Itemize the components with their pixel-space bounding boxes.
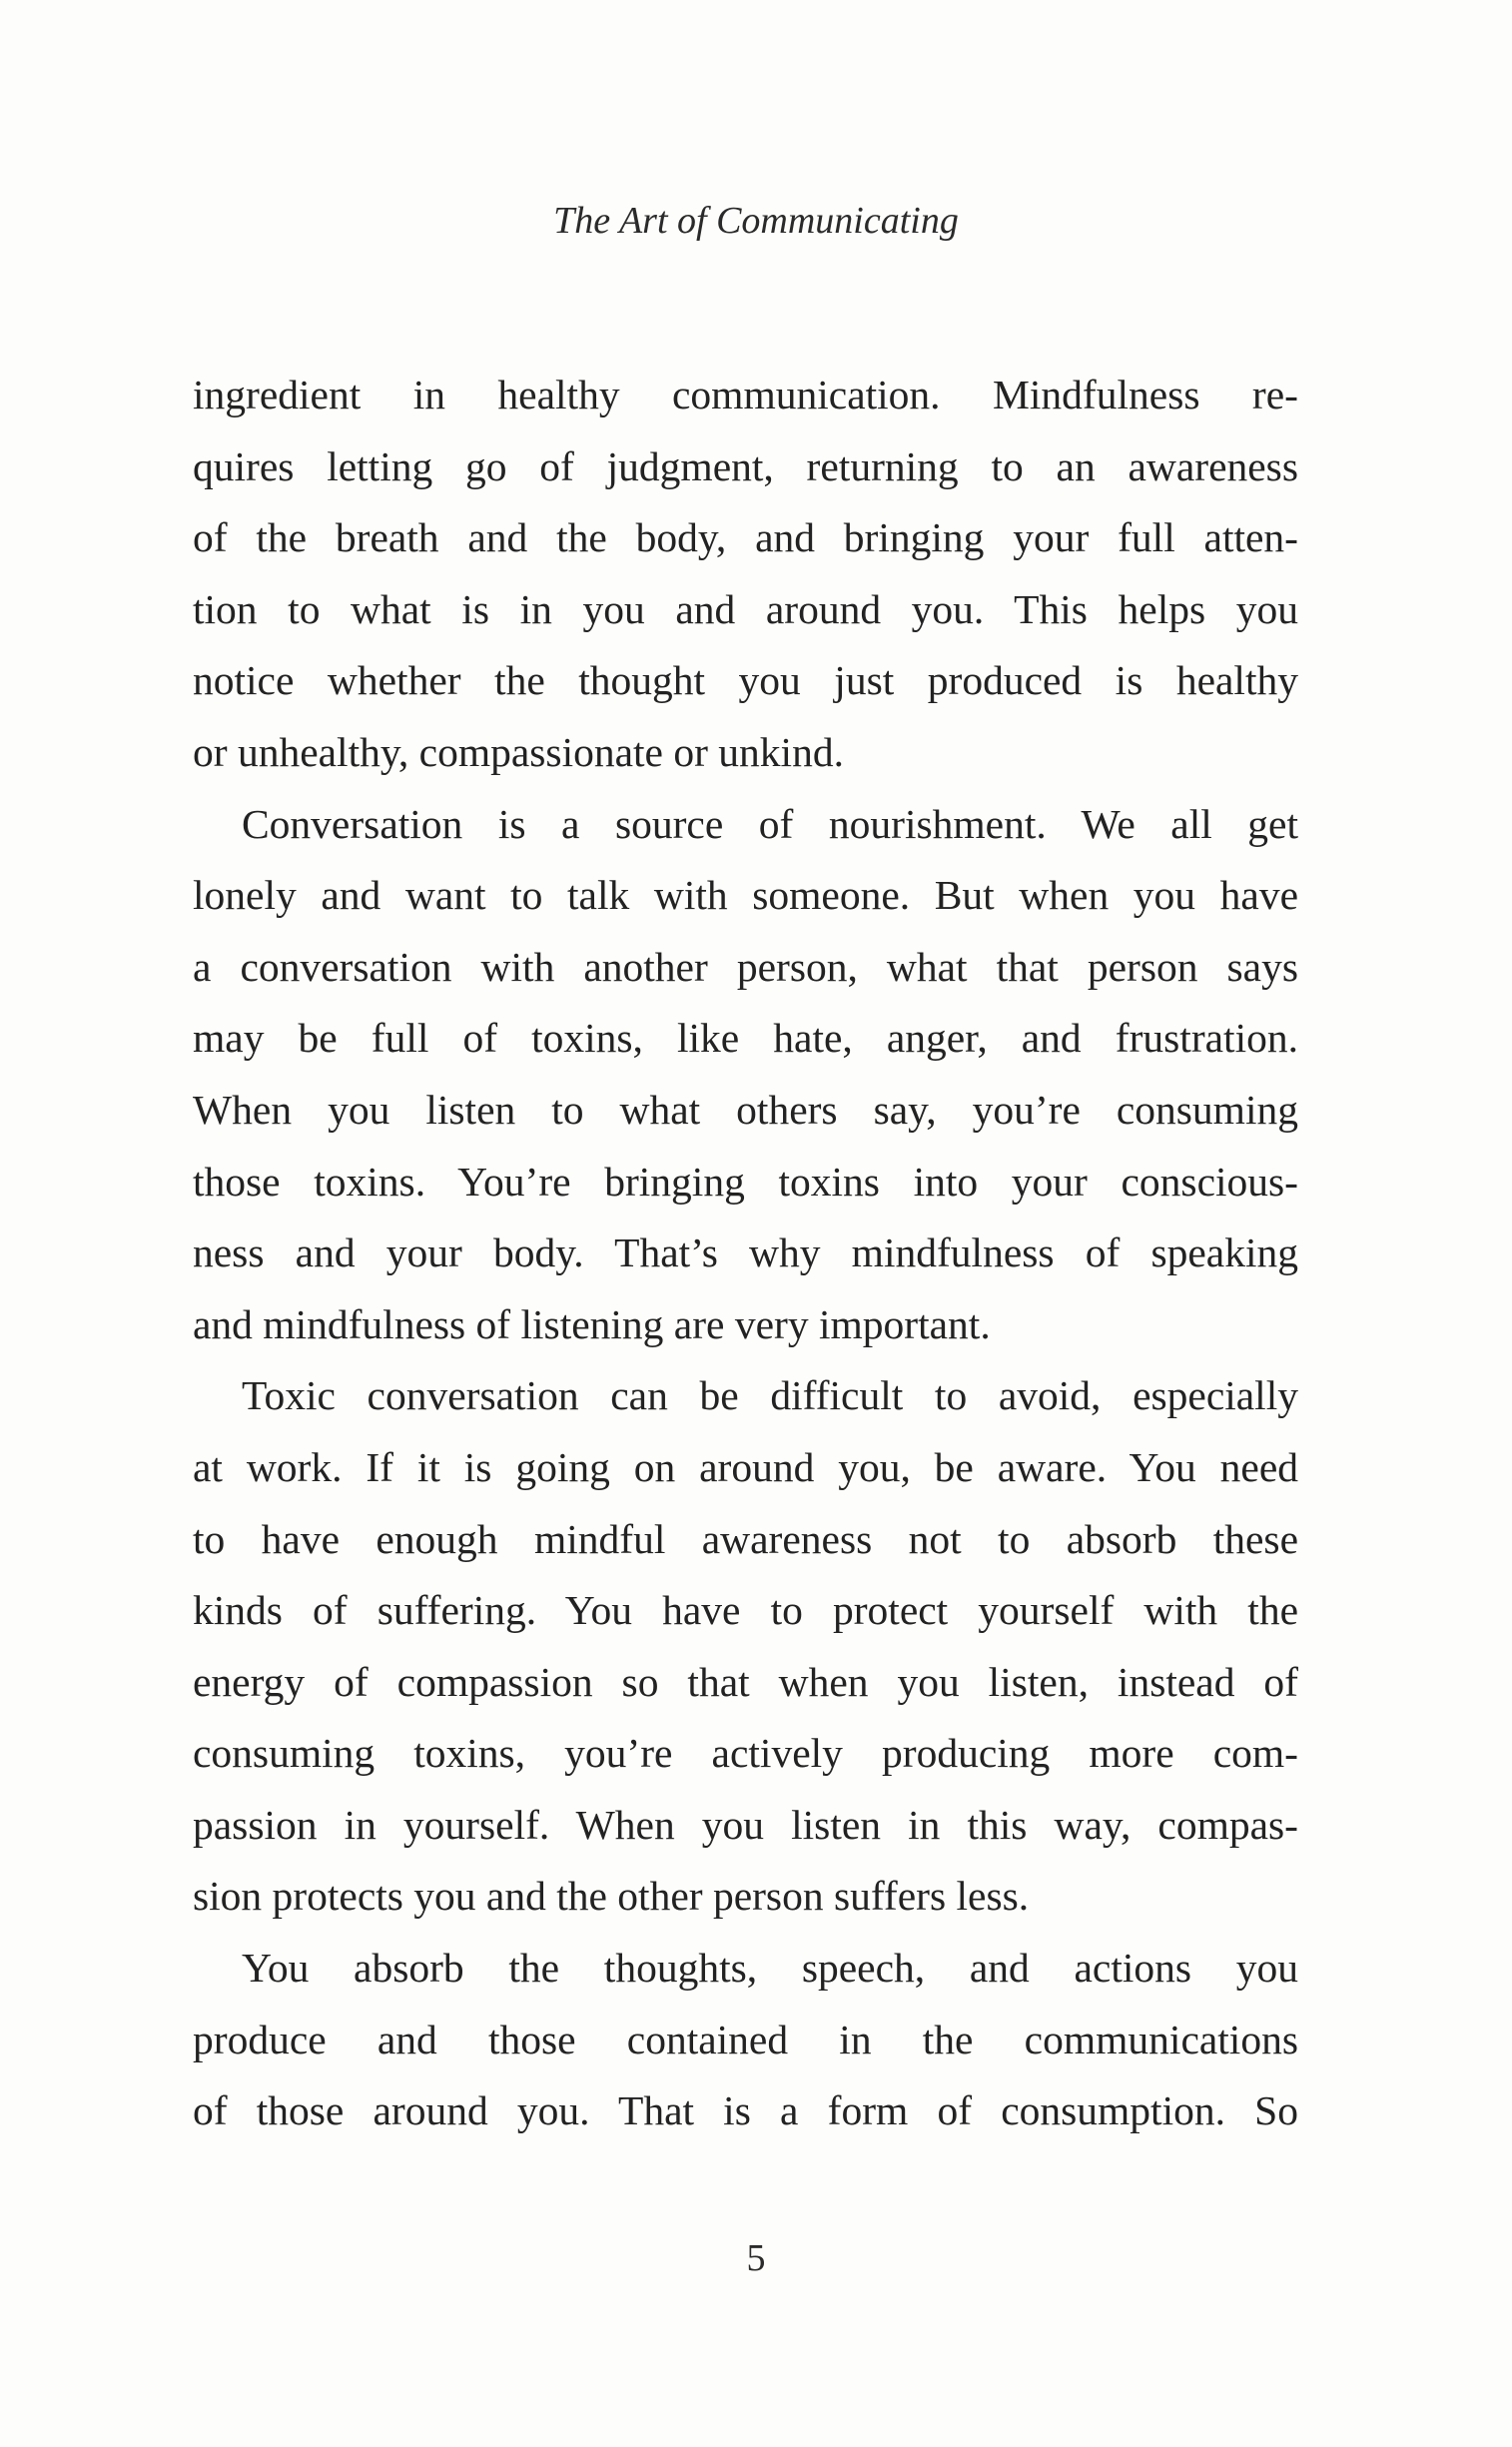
text-line: may be full of toxins, like hate, anger, and frustration. [193,1015,1298,1062]
text-line: of those around you. That is a form of consumption. So [193,2087,1298,2134]
text-line: to have enough mindful awareness not to absorb these [193,1515,1298,1562]
text-line: or unhealthy, compassionate or unkind. [193,728,844,775]
text-line: notice whether the thought you just produced is healthy [193,657,1298,704]
paragraph [193,1360,1298,1933]
text-line: ness and your body. That’s why mindfulness of speaking [193,1229,1298,1276]
text-line: passion in yourself. When you listen in this way, compas- [193,1801,1298,1848]
running-head: The Art of Communicating [553,200,959,242]
text-line: a conversation with another person, what that person says [193,943,1298,990]
paragraph [193,1933,1298,2147]
paragraph [193,789,1298,1361]
text-line: tion to what is in you and around you. This helps you [193,585,1298,632]
paragraph [193,360,1298,789]
page-number: 5 [746,2237,766,2279]
text-line: sion protects you and the other person suffers less. [193,1873,1030,1920]
text-line: consuming toxins, you’re actively producing more com- [193,1730,1298,1777]
body-text [193,360,1298,2147]
text-line: ingredient in healthy communication. Mindfulness re- [193,372,1298,417]
text-line: Conversation is a source of nourishment. We all get [242,800,1298,847]
text-line: quires letting go of judgment, returning to an awareness [193,442,1298,489]
text-line: Toxic conversation can be difficult to avoid, especially [242,1372,1298,1419]
text-line: and mindfulness of listening are very important. [193,1300,991,1347]
text-line: kinds of suffering. You have to protect yourself with the [193,1587,1298,1634]
text-line: When you listen to what others say, you’re consuming [193,1086,1298,1133]
text-line: of the breath and the body, and bringing your full atten- [193,514,1298,561]
text-line: produce and those contained in the communications [193,2016,1298,2062]
text-line: those toxins. You’re bringing toxins into your conscious- [193,1158,1298,1205]
text-line: lonely and want to talk with someone. But when you have [193,872,1298,919]
text-line: at work. If it is going on around you, be aware. You need [193,1443,1298,1490]
text-line: energy of compassion so that when you listen, instead of [193,1658,1298,1705]
text-line: You absorb the thoughts, speech, and actions you [242,1945,1298,1992]
